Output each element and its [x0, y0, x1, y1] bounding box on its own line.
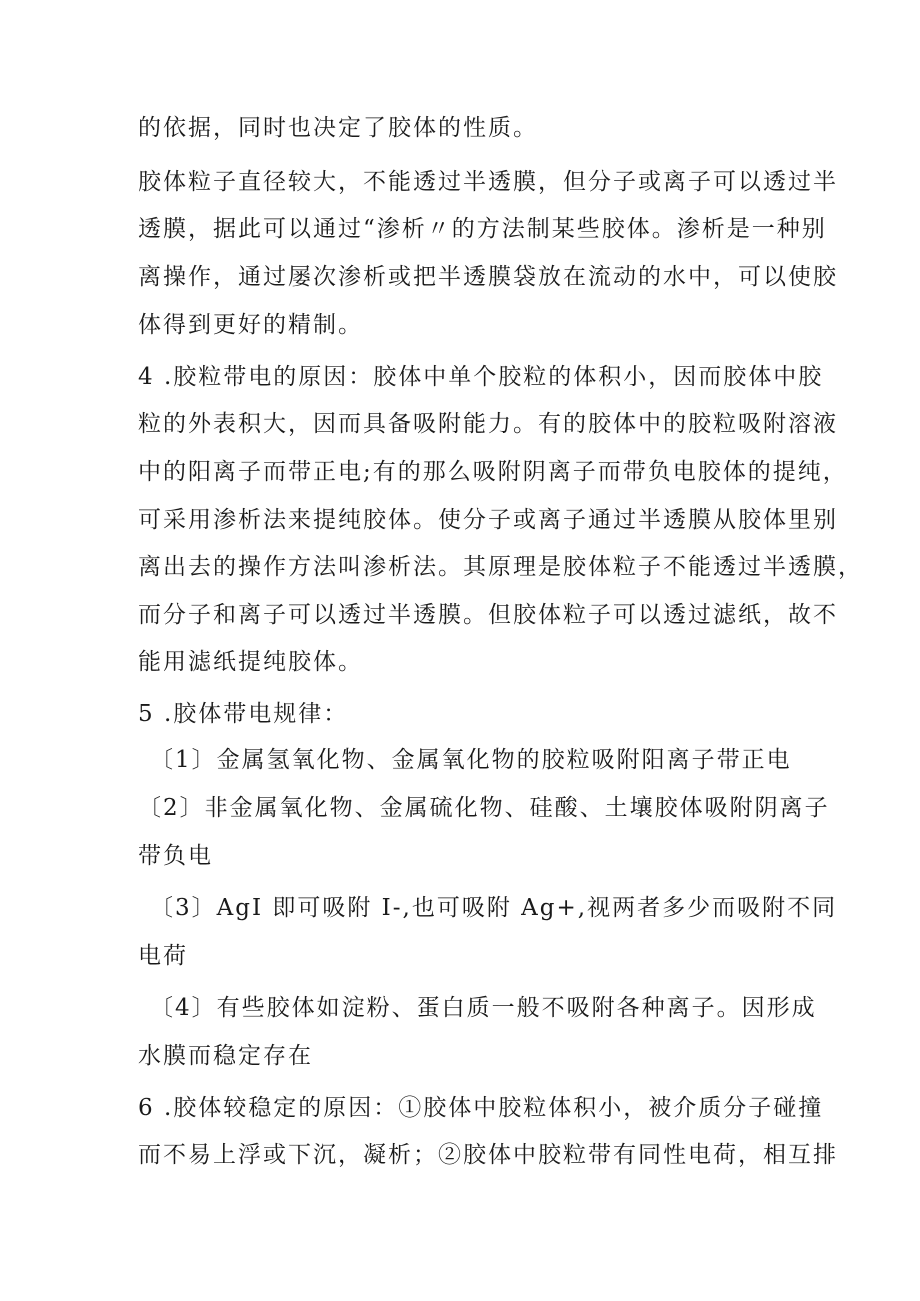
text-line-10: 离出去的操作方法叫渗析法。其原理是胶体粒子不能透过半透膜，: [138, 554, 863, 580]
text-line-11: 而分子和离子可以透过半透膜。但胶体粒子可以透过滤纸，故不: [138, 602, 838, 628]
text-line-1: 的依据，同时也决定了胶体的性质。: [138, 115, 538, 141]
rule-item-1: 〔1〕金属氢氧化物、金属氧化物的胶粒吸附阳离子带正电: [150, 747, 792, 773]
text-line-4: 离操作，通过屡次渗析或把半透膜袋放在流动的水中，可以使胶: [138, 264, 838, 290]
text-line-7: 粒的外表积大，因而具备吸附能力。有的胶体中的胶粒吸附溶液: [138, 411, 838, 437]
text-line-12: 能用滤纸提纯胶体。: [138, 649, 363, 675]
rule-item-2: 〔2〕非金属氧化物、金属硫化物、硅酸、土壤胶体吸附阴离子: [138, 795, 830, 821]
rule-item-4: 〔4〕有些胶体如淀粉、蛋白质一般不吸附各种离子。因形成: [150, 995, 817, 1021]
section-heading-6: 6 .胶体较稳定的原因：①胶体中胶粒体积小，被介质分子碰撞: [138, 1095, 824, 1121]
rule-item-3: 〔3〕AgI 即可吸附 I-,也可吸附 Ag+,视两者多少而吸附不同: [150, 895, 838, 921]
rule-item-3-cont: 电荷: [138, 943, 188, 969]
rule-item-4-cont: 水膜而稳定存在: [138, 1043, 313, 1069]
text-line-last: 而不易上浮或下沉，凝析；②胶体中胶粒带有同性电荷，相互排: [138, 1142, 838, 1168]
text-line-9: 可采用渗析法来提纯胶体。使分子或离子通过半透膜从胶体里别: [138, 507, 838, 533]
section-heading-5: 5 .胶体带电规律：: [138, 701, 349, 727]
text-line-6: 4 .胶粒带电的原因：胶体中单个胶粒的体积小，因而胶体中胶: [138, 364, 824, 390]
text-line-8: 中的阳离子而带正电;有的那么吸附阴离子而带负电胶体的提纯，: [138, 459, 848, 485]
text-line-5: 体得到更好的精制。: [138, 312, 363, 338]
text-line-2: 胶体粒子直径较大，不能透过半透膜，但分子或离子可以透过半: [138, 169, 838, 195]
rule-item-2-cont: 带负电: [138, 843, 213, 869]
text-line-3: 透膜，据此可以通过“渗析〃的方法制某些胶体。渗析是一种别: [138, 216, 827, 242]
